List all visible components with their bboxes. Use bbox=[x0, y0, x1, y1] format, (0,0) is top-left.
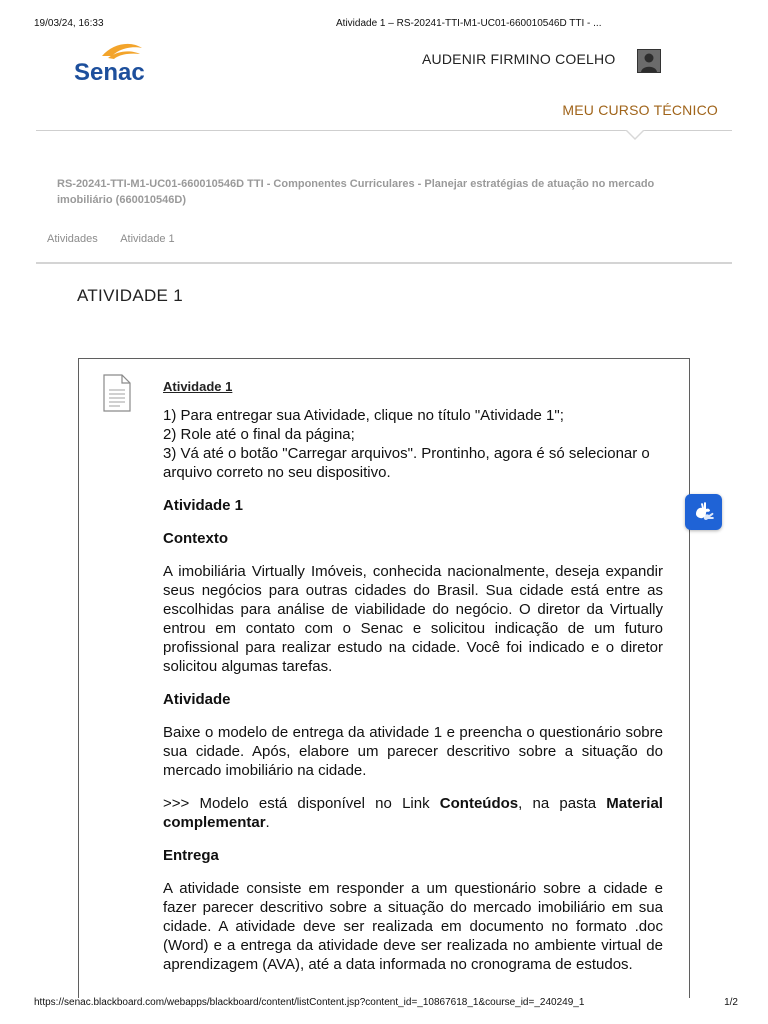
activity-title-link[interactable]: Atividade 1 bbox=[163, 379, 233, 394]
model-middle-text: , na pasta bbox=[518, 795, 607, 812]
breadcrumb-divider bbox=[36, 262, 732, 264]
course-title: RS-20241-TTI-M1-UC01-660010546D TTI - Componentes Curriculares - Planejar estratégias de atuação no mercado imobiliário (660010546D) bbox=[57, 178, 655, 206]
section-heading-context: Contexto bbox=[163, 530, 228, 547]
breadcrumb-item-atividade-1[interactable]: Atividade 1 bbox=[120, 233, 175, 245]
instruction-step: 2) Role até o final da página; bbox=[163, 426, 355, 443]
print-footer bbox=[34, 997, 738, 1011]
model-folder-name: Material complementar bbox=[163, 795, 663, 831]
content-item bbox=[78, 358, 690, 998]
context-paragraph: A imobiliária Virtually Imóveis, conhecida nacionalmente, deseja expandir seus negócios para outras cidades do Brasil. Sua cidade está entre as escolhidas para análise de viabilidade do negócio. O diretor da Virtually entrou em contato com o Senac e solicitou indicação de um futuro profissional para realizar estudo na cidade. Você foi indicado e o diretor solicitou algumas tarefas. bbox=[163, 563, 663, 675]
sign-language-hands-icon bbox=[692, 500, 716, 524]
breadcrumb-item-atividades[interactable]: Atividades bbox=[47, 233, 98, 245]
task-paragraph: Baixe o modelo de entrega da atividade 1 e preencha o questionário sobre sua cidade. Após, elabore um parecer descritivo sobre a situação do mercado imobiliário na cidade. bbox=[163, 724, 663, 779]
logo-text: Senac bbox=[74, 59, 145, 86]
instruction-step: 1) Para entregar sua Atividade, clique no título "Atividade 1"; bbox=[163, 407, 564, 424]
model-link-name: Conteúdos bbox=[439, 795, 519, 812]
instruction-step: 3) Vá até o botão "Carregar arquivos". Prontinho, agora é só selecionar o arquivo correto no seu dispositivo. bbox=[163, 445, 650, 481]
my-course-menu[interactable]: MEU CURSO TÉCNICO bbox=[562, 102, 718, 118]
document-icon bbox=[102, 374, 132, 412]
avatar[interactable] bbox=[637, 49, 661, 73]
accessibility-button[interactable] bbox=[685, 494, 722, 530]
menu-caret-inner bbox=[627, 130, 643, 138]
senac-logo-icon bbox=[72, 38, 156, 88]
model-suffix-text: . bbox=[265, 814, 270, 831]
instruction-steps bbox=[163, 406, 663, 482]
page-title: ATIVIDADE 1 bbox=[77, 286, 183, 305]
print-document-title: Atividade 1 – RS-20241-TTI-M1-UC01-660010546D TTI - ... bbox=[336, 18, 602, 29]
model-prefix-text: >>> Modelo está disponível no Link bbox=[163, 795, 440, 812]
activity-description bbox=[163, 406, 663, 988]
user-name[interactable]: AUDENIR FIRMINO COELHO bbox=[422, 51, 616, 67]
model-location-paragraph bbox=[163, 794, 663, 832]
print-page-url: https://senac.blackboard.com/webapps/blackboard/content/listContent.jsp?content_id=_10867618_1&course_id=_240249_1 bbox=[34, 997, 585, 1008]
print-datetime: 19/03/24, 16:33 bbox=[34, 18, 104, 29]
user-avatar-icon bbox=[638, 50, 660, 72]
breadcrumb bbox=[47, 233, 195, 245]
section-heading-task: Atividade bbox=[163, 691, 231, 708]
delivery-paragraph: A atividade consiste em responder a um questionário sobre a cidade e fazer parecer descritivo sobre a situação do mercado imobiliário em sua cidade. A atividade deve ser realizada em documento no formato .doc (Word) e a entrega da atividade deve ser realizada no ambiente virtual de aprendizagem (AVA), até a data informada no cronograma de estudos. bbox=[163, 880, 663, 973]
print-header bbox=[34, 18, 734, 32]
section-heading-delivery: Entrega bbox=[163, 847, 219, 864]
print-page-indicator: 1/2 bbox=[724, 997, 738, 1008]
section-heading-activity: Atividade 1 bbox=[163, 497, 244, 514]
senac-logo[interactable] bbox=[72, 38, 156, 88]
